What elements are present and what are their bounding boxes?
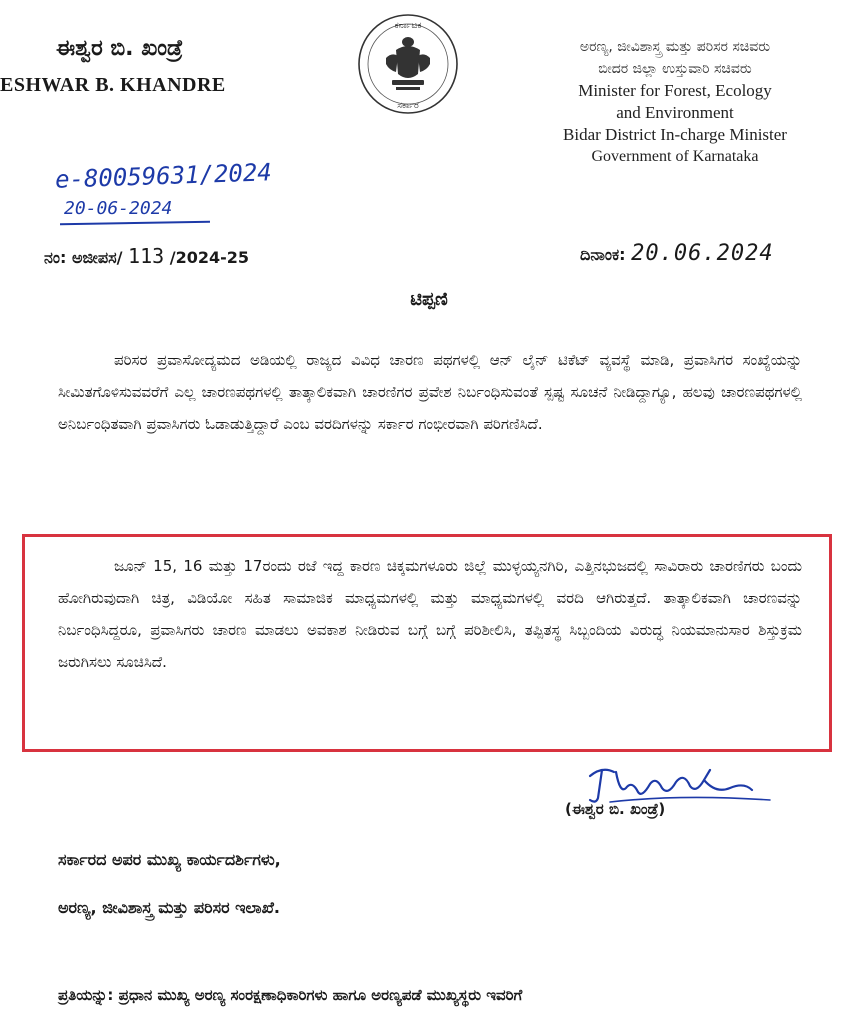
reference-number (44, 244, 249, 268)
copy-to-line: ಪ್ರತಿಯನ್ನು: ಪ್ರಧಾನ ಮುಖ್ಯ ಅರಣ್ಯ ಸಂರಕ್ಷಣಾಧಿಕಾರಿಗಳು ಹಾಗೂ ಅರಣ್ಯಪಡೆ ಮುಖ್ಯಸ್ಥರು ಇವರಿಗೆ (58, 986, 523, 1004)
reference-prefix: ನಂ: ಅಜೀಪಸ/ (44, 248, 123, 267)
body-paragraph-2-highlighted: ಜೂನ್ 15, 16 ಮತ್ತು 17ರಂದು ರಜೆ ಇದ್ದ ಕಾರಣ ಚಿಕ್ಕಮಗಳೂರು ಜಿಲ್ಲೆ ಮುಳ್ಳಯ್ಯನಗಿರಿ, ಎತ್ತಿನಭುಜದಲ್ಲಿ ಸಾವಿರಾರು ಚಾರಣಿಗರು ಬಂದು ಹೋಗಿರುವುದಾಗಿ ಚಿತ್ರ, ವಿಡಿಯೋ ಸಹಿತ ಸಾಮಾಜಿಕ ಮಾಧ್ಯಮಗಳಲ್ಲಿ ಮತ್ತು ಮಾಧ್ಯಮಗಳಲ್ಲಿ ವರದಿ ಆಗಿರುತ್ತದೆ. ತಾತ್ಕಾಲಿಕವಾಗಿ ಚಾರಣವನ್ನು ನಿರ್ಬಂಧಿಸಿದ್ದರೂ, ಪ್ರವಾಸಿಗರು ಚಾರಣ ಮಾಡಲು ಅವಕಾಶ ನೀಡಿರುವ ಬಗ್ಗೆ ಬಗ್ಗೆ ಪರಿಶೀಲಿಸಿ, ತಪ್ಪಿತಸ್ಥ ಸಿಬ್ಬಂದಿಯ ವಿರುದ್ಧ ನಿಯಮಾನುಸಾರ ಶಿಸ್ತುಕ್ರಮ ಜರುಗಿಸಲು ಸೂಚಿಸಿದೆ. (58, 557, 802, 671)
title-kannada-line-1: ಅರಣ್ಯ, ಜೀವಿಶಾಸ್ತ್ರ ಮತ್ತು ಪರಿಸರ ಸಚಿವರು (579, 39, 771, 55)
title-english-line-4: Government of Karnataka (591, 148, 759, 165)
minister-name-kannada: ಈಶ್ವರ ಬಿ. ಖಂಡ್ರೆ (56, 36, 183, 61)
emblem-top-text: ಕರ್ನಾಟಕ (394, 21, 422, 31)
handwritten-reference: e-80059631/2024 (54, 158, 273, 194)
minister-name-english: ESHWAR B. KHANDRE (0, 74, 226, 96)
emblem-bottom-text: ಸರ್ಕಾರ (397, 101, 419, 111)
note-heading: ಟಿಪ್ಪಣಿ (410, 289, 448, 310)
date-value: 20.06.2024 (631, 241, 774, 266)
addressee-line-2: ಅರಣ್ಯ, ಜೀವಿಶಾಸ್ತ್ರ ಮತ್ತು ಪರಿಸರ ಇಲಾಖೆ. (58, 898, 280, 917)
title-english-line-2: and Environment (616, 103, 734, 122)
reference-handwritten-number: 113 (128, 244, 165, 268)
body-paragraph-1: ಪರಿಸರ ಪ್ರವಾಸೋದ್ಯಮದ ಅಡಿಯಲ್ಲಿ ರಾಜ್ಯದ ವಿವಿಧ ಚಾರಣ ಪಥಗಳಲ್ಲಿ ಆನ್ ಲೈನ್ ಟಿಕೆಟ್ ವ್ಯವಸ್ಥೆ ಮಾಡಿ, ಪ್ರವಾಸಿಗರ ಸಂಖ್ಯೆಯನ್ನು ಸೀಮಿತಗೊಳಿಸುವವರೆಗೆ ಎಲ್ಲ ಚಾರಣಪಥಗಳಲ್ಲಿ ತಾತ್ಕಾಲಿಕವಾಗಿ ಚಾರಣಿಗರ ಪ್ರವೇಶ ನಿರ್ಬಂಧಿಸುವಂತೆ ಸ್ಪಷ್ಟ ಸೂಚನೆ ನೀಡಿದ್ದಾಗ್ಯೂ, ಹಲವು ಚಾರಣಪಥಗಳಲ್ಲಿ ಅನಿರ್ಬಂಧಿತವಾಗಿ ಪ್ರವಾಸಿಗರು ಓಡಾಡುತ್ತಿದ್ದಾರೆ ಎಂಬ ವರದಿಗಳನ್ನು ಸರ್ಕಾರ ಗಂಭೀರವಾಗಿ ಪರಿಗಣಿಸಿದೆ. (58, 351, 802, 433)
letterhead-right (500, 36, 850, 168)
document-date (580, 241, 774, 266)
karnataka-emblem (356, 12, 460, 116)
title-english-line-1: Minister for Forest, Ecology (578, 81, 772, 100)
signatory-name: (ಈಶ್ವರ ಬಿ. ಖಂಡ್ರೆ) (565, 800, 666, 818)
date-label: ದಿನಾಂಕ: (580, 245, 626, 264)
reference-suffix: /2024-25 (169, 248, 250, 267)
title-english-line-3: Bidar District In-charge Minister (563, 125, 787, 144)
addressee-line-1: ಸರ್ಕಾರದ ಅಪರ ಮುಖ್ಯ ಕಾರ್ಯದರ್ಶಿಗಳು, (58, 850, 281, 869)
title-kannada-line-2: ಬೀದರ ಜಿಲ್ಲಾ ಉಸ್ತುವಾರಿ ಸಚಿವರು (598, 61, 752, 77)
handwritten-underline (60, 221, 210, 226)
handwritten-date: 20-06-2024 (64, 198, 173, 219)
